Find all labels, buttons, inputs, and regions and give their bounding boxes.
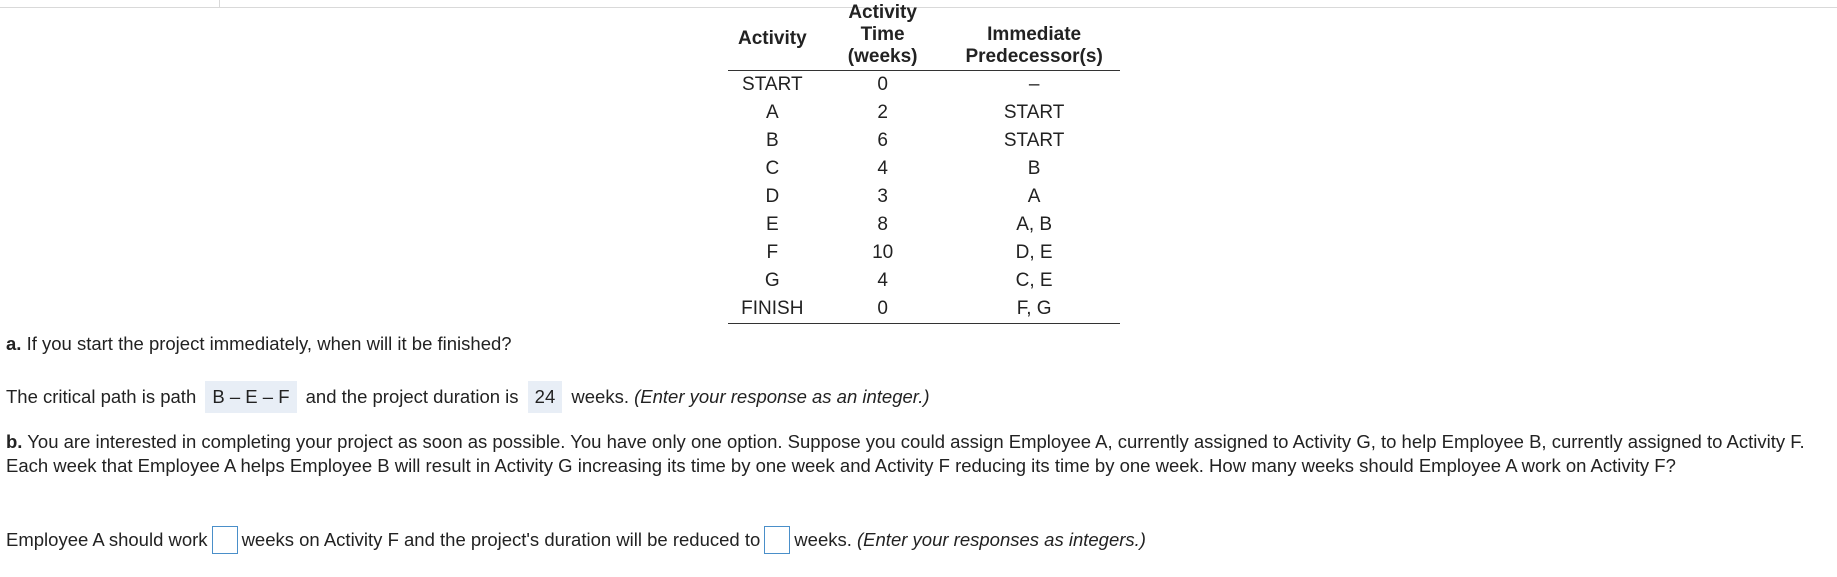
cell-predecessor: C, E — [1015, 270, 1053, 291]
table-row — [728, 183, 1120, 211]
part-b-question — [6, 430, 1831, 478]
part-b-hint: (Enter your responses as integers.) — [857, 528, 1146, 550]
part-b-prefix: Employee A should work — [6, 528, 208, 550]
table-row — [728, 295, 1120, 324]
header-predecessors-line2: Predecessor(s) — [965, 46, 1103, 67]
part-b-middle: weeks on Activity F and the project's duration will be reduced to — [241, 528, 761, 550]
cell-predecessor: START — [1003, 130, 1065, 151]
critical-path-answer[interactable]: B – E – F — [205, 381, 296, 413]
part-a-question-text: If you start the project immediately, when will it be finished? — [21, 333, 512, 354]
top-divider-tick — [219, 0, 220, 7]
cell-activity: G — [764, 270, 780, 291]
header-predecessors — [949, 10, 1120, 71]
part-b-answer-line — [6, 527, 1146, 555]
table-row — [728, 155, 1120, 183]
header-predecessors-line1: Immediate — [987, 24, 1082, 45]
cell-activity: FINISH — [728, 295, 817, 324]
cell-time: 4 — [877, 158, 888, 179]
part-a-question — [6, 332, 512, 356]
cell-time: 0 — [877, 74, 888, 95]
table-row — [728, 71, 1120, 100]
part-b-label: b. — [6, 431, 23, 452]
table-row — [728, 99, 1120, 127]
reduced-duration-input[interactable] — [764, 526, 790, 554]
cell-time: 6 — [877, 130, 888, 151]
table-row — [728, 127, 1120, 155]
part-b-question-text: You are interested in completing your project as soon as possible. You have only one option. Suppose you could assign Employee A, currently assigned to Activity G, to help Employee B, currently assigned to Activity F. Each week that Employee A helps Employee B will result in Activity G increasing its time by one week and Activity F reducing its time by one week. How many weeks should Employee A work on Activity F? — [6, 431, 1805, 476]
table-row — [728, 211, 1120, 239]
part-a-middle: and the project duration is — [305, 386, 519, 407]
part-a-hint: (Enter your response as an integer.) — [634, 386, 930, 407]
cell-time: 4 — [877, 270, 888, 291]
cell-time: 10 — [872, 242, 894, 263]
part-a-suffix: weeks. — [571, 386, 629, 407]
cell-activity: D — [765, 186, 780, 207]
cell-activity: START — [742, 74, 803, 95]
cell-time: 2 — [877, 102, 888, 123]
cell-predecessor: START — [1003, 102, 1065, 123]
cell-activity: E — [765, 214, 779, 235]
cell-predecessor: – — [1028, 74, 1040, 95]
cell-activity: B — [765, 130, 779, 151]
header-activity-time — [817, 2, 949, 71]
cell-activity: A — [765, 102, 779, 123]
activity-table-container — [728, 2, 1120, 324]
activity-table — [728, 2, 1120, 324]
cell-time: 3 — [877, 186, 888, 207]
part-b-suffix: weeks. — [794, 528, 852, 550]
cell-activity: F — [766, 242, 779, 263]
table-row — [728, 267, 1120, 295]
part-a-label: a. — [6, 333, 22, 354]
cell-time: 0 — [817, 295, 949, 324]
table-row — [728, 239, 1120, 267]
header-activity-time-line2: (weeks) — [847, 46, 918, 67]
cell-predecessor: B — [1027, 158, 1041, 179]
cell-activity: C — [765, 158, 780, 179]
part-a-prefix: The critical path is path — [6, 386, 197, 407]
part-a-answer-line — [6, 381, 930, 413]
header-activity-time-line1: Activity Time — [848, 2, 917, 45]
cell-predecessor: D, E — [1015, 242, 1053, 263]
header-activity: Activity — [728, 10, 817, 71]
cell-predecessor: A, B — [1016, 214, 1053, 235]
cell-predecessor: F, G — [949, 295, 1120, 324]
project-duration-answer[interactable]: 24 — [528, 381, 563, 413]
cell-time: 8 — [877, 214, 888, 235]
cell-predecessor: A — [1027, 186, 1041, 207]
weeks-on-activity-f-input[interactable] — [212, 526, 238, 554]
table-header-row — [728, 10, 1120, 71]
